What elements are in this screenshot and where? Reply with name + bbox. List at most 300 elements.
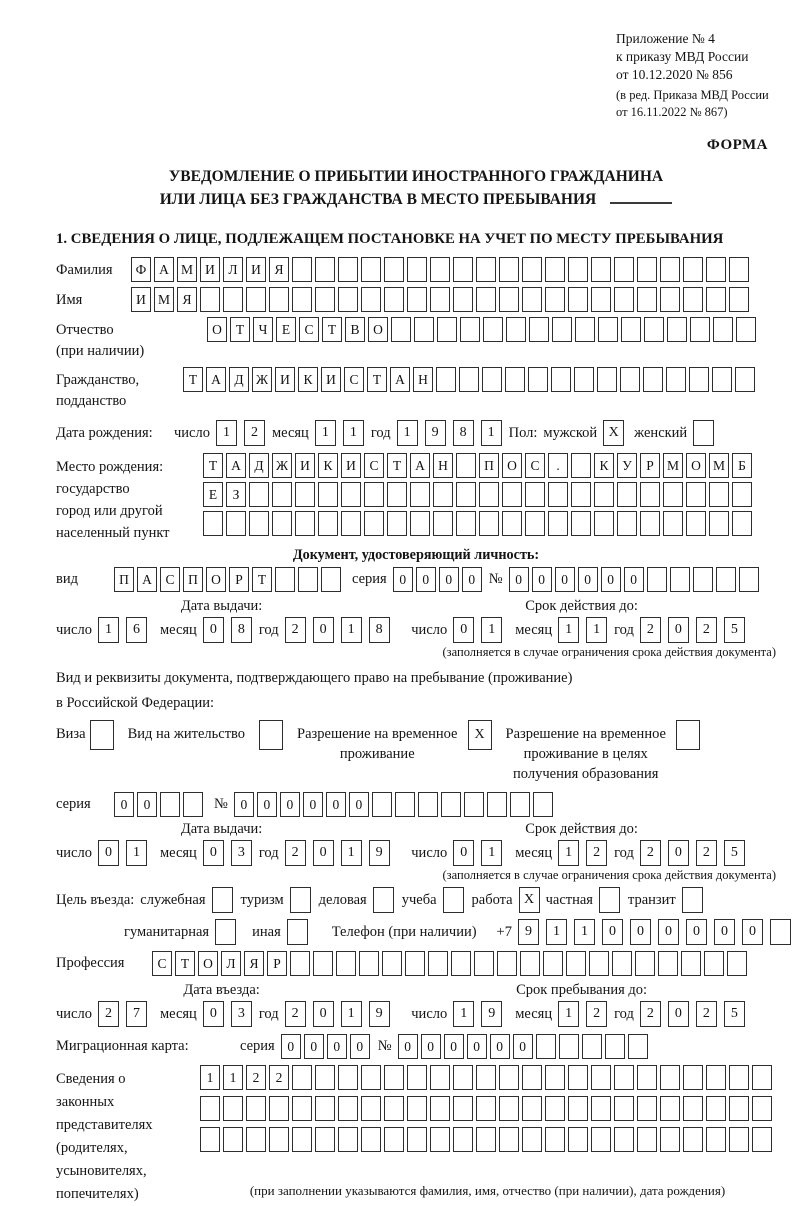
char-box[interactable]: [568, 257, 588, 282]
char-box[interactable]: 5: [724, 1001, 745, 1027]
char-box[interactable]: П: [183, 567, 203, 592]
char-box[interactable]: [341, 482, 361, 507]
char-box[interactable]: 2: [246, 1065, 266, 1090]
char-box[interactable]: Л: [223, 257, 243, 282]
char-box[interactable]: С: [152, 951, 172, 976]
char-box[interactable]: [361, 1065, 381, 1090]
char-box[interactable]: 6: [126, 617, 147, 643]
char-box[interactable]: [290, 951, 310, 976]
char-box[interactable]: Е: [276, 317, 296, 342]
char-box[interactable]: 9: [425, 420, 446, 446]
char-box[interactable]: [706, 1096, 726, 1121]
char-box[interactable]: [315, 1065, 335, 1090]
char-box[interactable]: Д: [229, 367, 249, 392]
char-box[interactable]: [384, 1096, 404, 1121]
char-box[interactable]: 0: [513, 1034, 533, 1059]
char-box[interactable]: 8: [453, 420, 474, 446]
char-box[interactable]: Я: [269, 257, 289, 282]
char-box[interactable]: [735, 367, 755, 392]
char-box[interactable]: 1: [558, 840, 579, 866]
char-box[interactable]: [575, 317, 595, 342]
char-box[interactable]: [706, 1065, 726, 1090]
purpose-tourism-checkbox[interactable]: [290, 887, 311, 913]
char-box[interactable]: [387, 482, 407, 507]
char-box[interactable]: И: [321, 367, 341, 392]
char-box[interactable]: [391, 317, 411, 342]
char-box[interactable]: [295, 482, 315, 507]
char-box[interactable]: [476, 1127, 496, 1152]
temp-residence-checkbox[interactable]: X: [468, 720, 492, 750]
char-box[interactable]: М: [709, 453, 729, 478]
char-box[interactable]: 0: [398, 1034, 418, 1059]
char-box[interactable]: [246, 287, 266, 312]
char-box[interactable]: [361, 257, 381, 282]
char-box[interactable]: [453, 287, 473, 312]
purpose-private-checkbox[interactable]: [599, 887, 620, 913]
char-box[interactable]: [686, 511, 706, 536]
char-box[interactable]: 0: [304, 1034, 324, 1059]
char-box[interactable]: [752, 1096, 772, 1121]
char-box[interactable]: [298, 567, 318, 592]
char-box[interactable]: [536, 1034, 556, 1059]
char-box[interactable]: [430, 257, 450, 282]
char-box[interactable]: [598, 317, 618, 342]
char-box[interactable]: [736, 317, 756, 342]
char-box[interactable]: [614, 257, 634, 282]
char-box[interactable]: 0: [453, 617, 474, 643]
char-box[interactable]: С: [299, 317, 319, 342]
char-box[interactable]: 0: [624, 567, 644, 592]
char-box[interactable]: Я: [177, 287, 197, 312]
char-box[interactable]: [510, 792, 530, 817]
char-box[interactable]: [499, 257, 519, 282]
char-box[interactable]: 0: [114, 792, 134, 817]
char-box[interactable]: [663, 482, 683, 507]
char-box[interactable]: 0: [668, 840, 689, 866]
char-box[interactable]: К: [318, 453, 338, 478]
char-box[interactable]: [621, 317, 641, 342]
char-box[interactable]: [522, 287, 542, 312]
char-box[interactable]: [269, 1127, 289, 1152]
char-box[interactable]: [666, 367, 686, 392]
char-box[interactable]: Т: [252, 567, 272, 592]
char-box[interactable]: [681, 951, 701, 976]
char-box[interactable]: 1: [481, 420, 502, 446]
char-box[interactable]: [292, 1096, 312, 1121]
char-box[interactable]: Р: [640, 453, 660, 478]
char-box[interactable]: [594, 511, 614, 536]
char-box[interactable]: 1: [341, 840, 362, 866]
char-box[interactable]: 1: [586, 617, 607, 643]
char-box[interactable]: [706, 1127, 726, 1152]
purpose-business-checkbox[interactable]: [212, 887, 233, 913]
char-box[interactable]: 0: [490, 1034, 510, 1059]
char-box[interactable]: 3: [231, 1001, 252, 1027]
char-box[interactable]: М: [663, 453, 683, 478]
char-box[interactable]: [183, 792, 203, 817]
char-box[interactable]: [605, 1034, 625, 1059]
char-box[interactable]: [476, 287, 496, 312]
char-box[interactable]: 2: [285, 1001, 306, 1027]
char-box[interactable]: [384, 287, 404, 312]
char-box[interactable]: [635, 951, 655, 976]
char-box[interactable]: [407, 1065, 427, 1090]
char-box[interactable]: [752, 1127, 772, 1152]
char-box[interactable]: [571, 482, 591, 507]
char-box[interactable]: А: [390, 367, 410, 392]
char-box[interactable]: [430, 1096, 450, 1121]
char-box[interactable]: [637, 1096, 657, 1121]
char-box[interactable]: 8: [369, 617, 390, 643]
char-box[interactable]: 1: [341, 1001, 362, 1027]
char-box[interactable]: [660, 1096, 680, 1121]
char-box[interactable]: [338, 257, 358, 282]
char-box[interactable]: 2: [586, 1001, 607, 1027]
char-box[interactable]: [474, 951, 494, 976]
char-box[interactable]: 0: [350, 1034, 370, 1059]
char-box[interactable]: [410, 482, 430, 507]
char-box[interactable]: [361, 1127, 381, 1152]
char-box[interactable]: [315, 257, 335, 282]
char-box[interactable]: Н: [413, 367, 433, 392]
char-box[interactable]: Р: [229, 567, 249, 592]
char-box[interactable]: [525, 482, 545, 507]
char-box[interactable]: [479, 482, 499, 507]
char-box[interactable]: [476, 257, 496, 282]
char-box[interactable]: [647, 567, 667, 592]
char-box[interactable]: [683, 287, 703, 312]
char-box[interactable]: [453, 1096, 473, 1121]
char-box[interactable]: 0: [421, 1034, 441, 1059]
char-box[interactable]: [752, 1065, 772, 1090]
char-box[interactable]: [487, 792, 507, 817]
char-box[interactable]: 0: [281, 1034, 301, 1059]
char-box[interactable]: [559, 1034, 579, 1059]
char-box[interactable]: [683, 1096, 703, 1121]
char-box[interactable]: [441, 792, 461, 817]
char-box[interactable]: [407, 1096, 427, 1121]
char-box[interactable]: 2: [285, 840, 306, 866]
char-box[interactable]: [246, 1127, 266, 1152]
char-box[interactable]: [658, 951, 678, 976]
char-box[interactable]: [372, 792, 392, 817]
char-box[interactable]: 0: [349, 792, 369, 817]
char-box[interactable]: Т: [230, 317, 250, 342]
char-box[interactable]: [315, 287, 335, 312]
char-box[interactable]: Д: [249, 453, 269, 478]
char-box[interactable]: [693, 567, 713, 592]
char-box[interactable]: 1: [200, 1065, 220, 1090]
char-box[interactable]: [223, 287, 243, 312]
char-box[interactable]: [499, 1096, 519, 1121]
char-box[interactable]: 2: [98, 1001, 119, 1027]
char-box[interactable]: Т: [322, 317, 342, 342]
char-box[interactable]: [568, 287, 588, 312]
char-box[interactable]: [387, 511, 407, 536]
char-box[interactable]: [591, 1065, 611, 1090]
char-box[interactable]: 0: [326, 792, 346, 817]
char-box[interactable]: [566, 951, 586, 976]
char-box[interactable]: 1: [546, 919, 567, 945]
char-box[interactable]: [660, 1127, 680, 1152]
char-box[interactable]: [552, 317, 572, 342]
char-box[interactable]: [637, 287, 657, 312]
char-box[interactable]: 2: [586, 840, 607, 866]
char-box[interactable]: 2: [696, 617, 717, 643]
char-box[interactable]: [690, 317, 710, 342]
char-box[interactable]: 0: [303, 792, 323, 817]
char-box[interactable]: 7: [126, 1001, 147, 1027]
char-box[interactable]: [407, 257, 427, 282]
char-box[interactable]: [683, 1065, 703, 1090]
char-box[interactable]: 1: [126, 840, 147, 866]
char-box[interactable]: [551, 367, 571, 392]
char-box[interactable]: [430, 1127, 450, 1152]
char-box[interactable]: [200, 1096, 220, 1121]
char-box[interactable]: 0: [601, 567, 621, 592]
char-box[interactable]: [269, 287, 289, 312]
char-box[interactable]: [591, 1127, 611, 1152]
char-box[interactable]: [275, 567, 295, 592]
char-box[interactable]: [727, 951, 747, 976]
char-box[interactable]: 1: [397, 420, 418, 446]
char-box[interactable]: 0: [668, 1001, 689, 1027]
char-box[interactable]: [686, 482, 706, 507]
char-box[interactable]: [338, 1065, 358, 1090]
char-box[interactable]: [341, 511, 361, 536]
char-box[interactable]: 1: [223, 1065, 243, 1090]
purpose-other-checkbox[interactable]: [287, 919, 308, 945]
char-box[interactable]: [637, 1065, 657, 1090]
char-box[interactable]: 5: [724, 617, 745, 643]
char-box[interactable]: [660, 1065, 680, 1090]
char-box[interactable]: [732, 511, 752, 536]
char-box[interactable]: [713, 317, 733, 342]
char-box[interactable]: Т: [387, 453, 407, 478]
char-box[interactable]: 9: [369, 840, 390, 866]
char-box[interactable]: Я: [244, 951, 264, 976]
char-box[interactable]: 0: [327, 1034, 347, 1059]
char-box[interactable]: [689, 367, 709, 392]
char-box[interactable]: [589, 951, 609, 976]
char-box[interactable]: 0: [714, 919, 735, 945]
char-box[interactable]: О: [502, 453, 522, 478]
char-box[interactable]: [545, 1127, 565, 1152]
char-box[interactable]: 1: [481, 840, 502, 866]
char-box[interactable]: О: [207, 317, 227, 342]
char-box[interactable]: [525, 511, 545, 536]
char-box[interactable]: [574, 367, 594, 392]
char-box[interactable]: [620, 367, 640, 392]
char-box[interactable]: [292, 287, 312, 312]
char-box[interactable]: 9: [369, 1001, 390, 1027]
char-box[interactable]: 0: [668, 617, 689, 643]
char-box[interactable]: [272, 482, 292, 507]
char-box[interactable]: И: [200, 257, 220, 282]
char-box[interactable]: [660, 287, 680, 312]
char-box[interactable]: [338, 1096, 358, 1121]
char-box[interactable]: [529, 317, 549, 342]
char-box[interactable]: [160, 792, 180, 817]
char-box[interactable]: 9: [518, 919, 539, 945]
char-box[interactable]: [545, 287, 565, 312]
char-box[interactable]: [502, 482, 522, 507]
char-box[interactable]: 1: [574, 919, 595, 945]
char-box[interactable]: [683, 1127, 703, 1152]
char-box[interactable]: [453, 1127, 473, 1152]
char-box[interactable]: О: [686, 453, 706, 478]
char-box[interactable]: [364, 482, 384, 507]
char-box[interactable]: [476, 1096, 496, 1121]
purpose-work-checkbox[interactable]: X: [519, 887, 540, 913]
char-box[interactable]: [359, 951, 379, 976]
char-box[interactable]: [729, 257, 749, 282]
char-box[interactable]: 2: [640, 840, 661, 866]
char-box[interactable]: [315, 1127, 335, 1152]
char-box[interactable]: 0: [578, 567, 598, 592]
char-box[interactable]: [272, 511, 292, 536]
char-box[interactable]: И: [275, 367, 295, 392]
char-box[interactable]: [522, 1127, 542, 1152]
purpose-commercial-checkbox[interactable]: [373, 887, 394, 913]
visa-checkbox[interactable]: [90, 720, 114, 750]
char-box[interactable]: 0: [313, 840, 334, 866]
char-box[interactable]: [617, 482, 637, 507]
char-box[interactable]: [716, 567, 736, 592]
char-box[interactable]: [704, 951, 724, 976]
char-box[interactable]: [520, 951, 540, 976]
char-box[interactable]: [739, 567, 759, 592]
char-box[interactable]: [568, 1096, 588, 1121]
char-box[interactable]: [410, 511, 430, 536]
char-box[interactable]: [729, 1127, 749, 1152]
char-box[interactable]: 0: [393, 567, 413, 592]
char-box[interactable]: 0: [203, 617, 224, 643]
char-box[interactable]: [644, 317, 664, 342]
char-box[interactable]: С: [344, 367, 364, 392]
char-box[interactable]: 0: [203, 840, 224, 866]
char-box[interactable]: Ч: [253, 317, 273, 342]
char-box[interactable]: Л: [221, 951, 241, 976]
char-box[interactable]: [269, 1096, 289, 1121]
char-box[interactable]: [612, 951, 632, 976]
char-box[interactable]: 2: [640, 617, 661, 643]
char-box[interactable]: И: [246, 257, 266, 282]
char-box[interactable]: Ж: [272, 453, 292, 478]
char-box[interactable]: [336, 951, 356, 976]
char-box[interactable]: 0: [532, 567, 552, 592]
char-box[interactable]: [643, 367, 663, 392]
char-box[interactable]: И: [341, 453, 361, 478]
char-box[interactable]: [476, 1065, 496, 1090]
char-box[interactable]: [407, 287, 427, 312]
char-box[interactable]: С: [160, 567, 180, 592]
sex-female-checkbox[interactable]: [693, 420, 714, 446]
char-box[interactable]: 2: [244, 420, 265, 446]
char-box[interactable]: 1: [341, 617, 362, 643]
char-box[interactable]: [433, 482, 453, 507]
char-box[interactable]: [497, 951, 517, 976]
char-box[interactable]: 1: [481, 617, 502, 643]
char-box[interactable]: Ж: [252, 367, 272, 392]
char-box[interactable]: [292, 1065, 312, 1090]
char-box[interactable]: 9: [481, 1001, 502, 1027]
char-box[interactable]: [382, 951, 402, 976]
char-box[interactable]: В: [345, 317, 365, 342]
char-box[interactable]: [292, 1127, 312, 1152]
char-box[interactable]: [479, 511, 499, 536]
char-box[interactable]: 1: [216, 420, 237, 446]
char-box[interactable]: [729, 287, 749, 312]
purpose-transit-checkbox[interactable]: [682, 887, 703, 913]
char-box[interactable]: [384, 1127, 404, 1152]
temp-residence-education-checkbox[interactable]: [676, 720, 700, 750]
char-box[interactable]: К: [298, 367, 318, 392]
char-box[interactable]: [430, 287, 450, 312]
char-box[interactable]: [548, 511, 568, 536]
char-box[interactable]: [203, 511, 223, 536]
char-box[interactable]: 1: [453, 1001, 474, 1027]
char-box[interactable]: [637, 1127, 657, 1152]
char-box[interactable]: [533, 792, 553, 817]
char-box[interactable]: Н: [433, 453, 453, 478]
char-box[interactable]: [223, 1127, 243, 1152]
char-box[interactable]: [460, 317, 480, 342]
sex-male-checkbox[interactable]: X: [603, 420, 624, 446]
char-box[interactable]: [456, 482, 476, 507]
char-box[interactable]: [548, 482, 568, 507]
char-box[interactable]: [499, 1065, 519, 1090]
char-box[interactable]: [318, 511, 338, 536]
char-box[interactable]: [295, 511, 315, 536]
char-box[interactable]: [582, 1034, 602, 1059]
char-box[interactable]: [528, 367, 548, 392]
char-box[interactable]: [451, 951, 471, 976]
char-box[interactable]: А: [410, 453, 430, 478]
char-box[interactable]: 2: [640, 1001, 661, 1027]
char-box[interactable]: У: [617, 453, 637, 478]
char-box[interactable]: 2: [269, 1065, 289, 1090]
char-box[interactable]: [414, 317, 434, 342]
char-box[interactable]: [732, 482, 752, 507]
char-box[interactable]: [505, 367, 525, 392]
char-box[interactable]: [430, 1065, 450, 1090]
char-box[interactable]: 0: [313, 1001, 334, 1027]
char-box[interactable]: 0: [742, 919, 763, 945]
char-box[interactable]: [545, 257, 565, 282]
char-box[interactable]: [364, 511, 384, 536]
char-box[interactable]: А: [206, 367, 226, 392]
char-box[interactable]: 2: [696, 840, 717, 866]
char-box[interactable]: [361, 1096, 381, 1121]
char-box[interactable]: [594, 482, 614, 507]
char-box[interactable]: [499, 1127, 519, 1152]
char-box[interactable]: 0: [98, 840, 119, 866]
char-box[interactable]: [709, 482, 729, 507]
char-box[interactable]: [418, 792, 438, 817]
char-box[interactable]: 0: [444, 1034, 464, 1059]
char-box[interactable]: [405, 951, 425, 976]
char-box[interactable]: 0: [509, 567, 529, 592]
char-box[interactable]: А: [226, 453, 246, 478]
char-box[interactable]: 2: [696, 1001, 717, 1027]
char-box[interactable]: [591, 287, 611, 312]
char-box[interactable]: [522, 1065, 542, 1090]
char-box[interactable]: [683, 257, 703, 282]
char-box[interactable]: 0: [602, 919, 623, 945]
char-box[interactable]: [640, 511, 660, 536]
char-box[interactable]: [522, 257, 542, 282]
